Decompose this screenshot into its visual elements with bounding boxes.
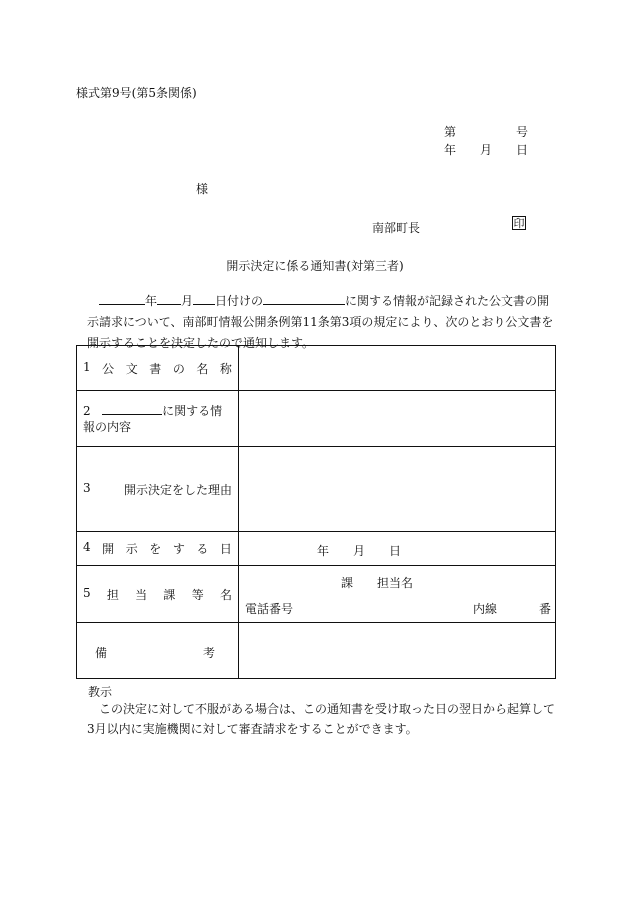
row-label: 4 開 示 を す る 日 — [77, 532, 239, 566]
date-year: 年 — [444, 143, 457, 157]
form-number: 様式第9号(第5条関係) — [76, 86, 197, 100]
addressee-honorific: 様 — [196, 182, 209, 196]
table-row — [77, 623, 556, 679]
disclosure-month: 月 — [353, 543, 366, 558]
reason-cell — [239, 447, 556, 532]
number-prefix: 第 — [444, 125, 457, 139]
intro-about: に関する情報が記録された公文書の開 — [345, 294, 550, 308]
seal-mark: 印 — [513, 217, 525, 230]
date-month: 月 — [480, 143, 493, 157]
intro-day-ref: 日付けの — [215, 294, 264, 308]
date-day: 日 — [516, 143, 529, 157]
blank-year — [99, 292, 145, 305]
contact-person: 担当名 — [377, 576, 414, 590]
remarks-cell — [239, 623, 556, 679]
document-title: 開示決定に係る通知書(対第三者) — [226, 259, 404, 273]
intro-rest: 示請求について、南部町情報公開条例第11条第3項の規定により、次のとおり公文書を開示することを決定したので通知します。 — [87, 315, 554, 350]
row-label — [77, 623, 239, 679]
blank-month — [157, 292, 181, 305]
sender-name: 南部町長 — [372, 221, 421, 235]
remarks-label-a: 備 — [95, 645, 108, 660]
row2-label-b: 報の内容 — [83, 420, 132, 434]
disclosure-day: 日 — [389, 543, 402, 558]
blank-subject — [263, 292, 345, 305]
row2-blank — [102, 402, 162, 415]
table-row — [77, 447, 556, 532]
disclosure-year: 年 — [317, 543, 330, 558]
row2-num: 2 — [83, 404, 91, 418]
document-name-cell — [239, 346, 556, 391]
disclosure-date-cell — [239, 532, 556, 566]
contact-phone-label: 電話番号 — [245, 602, 294, 616]
notice-body: この決定に対して不服がある場合は、この通知書を受け取った日の翌日から起算して3月以内に実施機関に対して審査請求をすることができます。 — [87, 702, 556, 736]
table-row — [77, 532, 556, 566]
contact-section: 課 — [341, 576, 354, 590]
notice-title: 教示 — [88, 685, 113, 699]
number-suffix: 号 — [516, 125, 529, 139]
row-label: 3 開示決定をした理由 — [77, 447, 239, 532]
row-label — [77, 391, 239, 447]
row-label: 1 公 文 書 の 名 称 — [77, 346, 239, 391]
details-table — [76, 345, 556, 679]
intro-year: 年 — [145, 294, 158, 308]
info-content-cell — [239, 391, 556, 447]
table-row — [77, 391, 556, 447]
contact-extension-label: 内線 — [473, 602, 498, 616]
remarks-label-b: 考 — [203, 645, 216, 660]
contact-cell — [239, 566, 556, 623]
blank-day — [193, 292, 215, 305]
table-row — [77, 566, 556, 623]
contact-ban: 番 — [538, 602, 551, 616]
row2-label-a: に関する情 — [162, 404, 223, 418]
row-label: 5 担 当 課 等 名 — [77, 566, 239, 623]
table-row — [77, 346, 556, 391]
intro-month: 月 — [181, 294, 194, 308]
